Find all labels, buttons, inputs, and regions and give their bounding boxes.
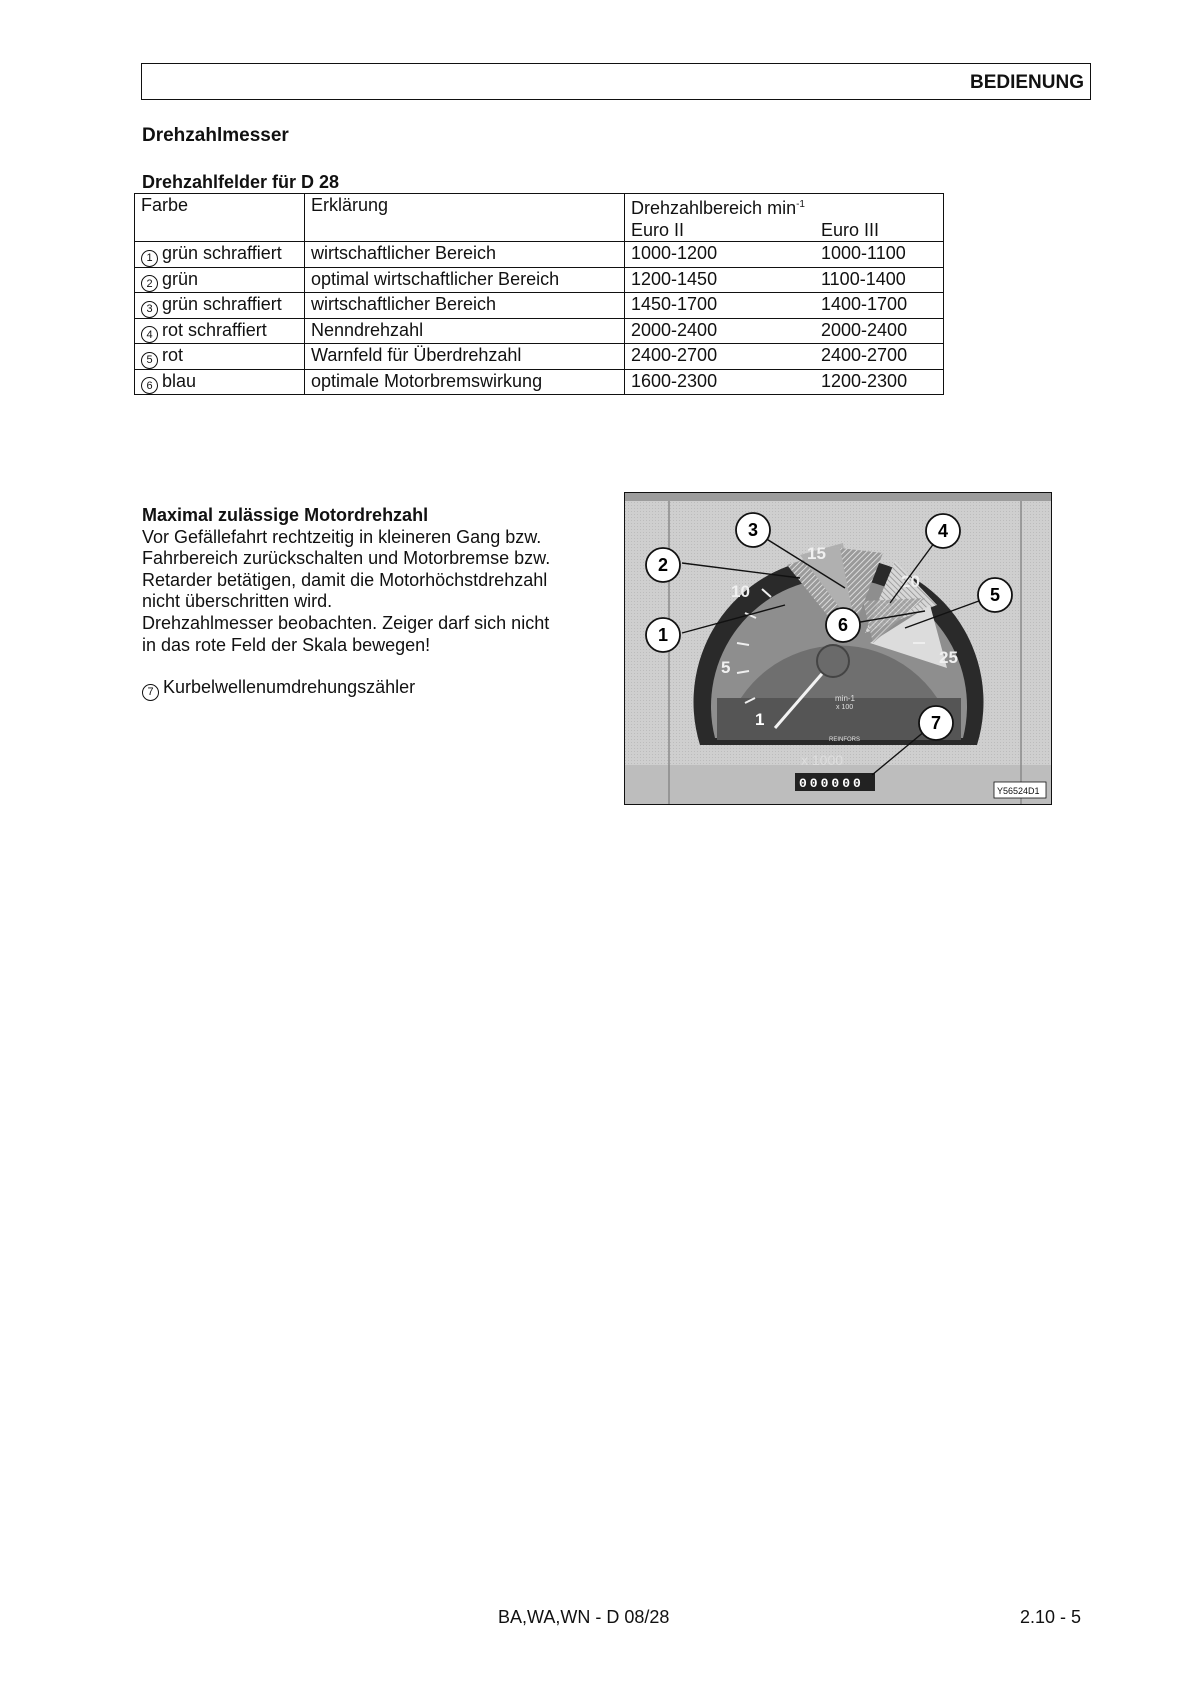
- row-farbe: [135, 267, 305, 293]
- callout-7: 7: [930, 713, 942, 733]
- table-row: [135, 242, 944, 268]
- row-euro3: 1000-1100: [821, 243, 906, 263]
- row-euro2: 1000-1200: [631, 243, 718, 263]
- row-euro3: 1400-1700: [821, 294, 908, 314]
- row-farbe: [135, 242, 305, 268]
- note-text: Kurbelwellenumdrehungszähler: [163, 677, 416, 698]
- row-euro3: 1100-1400: [821, 268, 906, 289]
- farbe-text: grün schraffiert: [162, 294, 282, 314]
- farbe-text: rot: [162, 345, 184, 365]
- scale-15: 15: [807, 544, 826, 563]
- row-erklaerung: optimale Motorbremswirkung: [305, 369, 625, 395]
- row-euro2: 1200-1450: [631, 268, 718, 289]
- callout-5: 5: [989, 585, 1001, 605]
- table-row: [135, 344, 944, 370]
- header-euro2: Euro II: [631, 220, 685, 240]
- row-bereich: [625, 267, 944, 293]
- num-circle: 5: [141, 352, 158, 369]
- footer-doc-id: BA,WA,WN - D 08/28: [498, 1607, 670, 1627]
- panel-top-strip: [625, 493, 1052, 501]
- scale-20: 20: [901, 572, 920, 591]
- table-row: [135, 293, 944, 319]
- tachometer-figure: [624, 492, 1052, 805]
- page-title: Drehzahlmesser: [142, 125, 289, 146]
- row-euro3: 1200-2300: [821, 370, 908, 391]
- num-circle: 1: [141, 250, 158, 267]
- row-bereich: [625, 369, 944, 395]
- text-line: Vor Gefällefahrt rechtzeitig in kleineren Gang bzw.: [142, 526, 542, 547]
- unit-factor: x 100: [836, 704, 854, 711]
- text-line: Drehzahlmesser beobachten. Zeiger darf sich nicht: [142, 612, 550, 633]
- row-erklaerung: wirtschaftlicher Bereich: [305, 242, 625, 268]
- table-row: [135, 267, 944, 293]
- note-line: [142, 677, 612, 701]
- scale-10: 10: [731, 582, 750, 601]
- unit-label: min-1: [835, 694, 856, 703]
- callout-2: 2: [657, 555, 669, 575]
- num-circle: 2: [141, 275, 158, 292]
- row-farbe: [135, 344, 305, 370]
- scale-25: 25: [939, 648, 958, 667]
- header-euro3: Euro III: [821, 220, 880, 240]
- footer-page-number: 2.10 - 5: [1020, 1607, 1082, 1627]
- row-bereich: [625, 242, 944, 268]
- table-header-row: [135, 194, 944, 242]
- row-bereich: [625, 344, 944, 370]
- row-euro2: 2000-2400: [631, 319, 718, 340]
- header-bereich-sup: -1: [796, 199, 805, 210]
- table-row: [135, 318, 944, 344]
- row-erklaerung: Warnfeld für Überdrehzahl: [305, 344, 625, 370]
- num-circle: 7: [142, 684, 159, 701]
- needle-hub: [817, 645, 849, 677]
- section2-title: Maximal zulässige Motordrehzahl: [142, 505, 429, 525]
- row-euro2: 2400-2700: [631, 345, 718, 365]
- row-farbe: [135, 293, 305, 319]
- tachometer-illustration: [625, 493, 1052, 805]
- row-erklaerung: wirtschaftlicher Bereich: [305, 293, 625, 319]
- counter-digits: 000000: [799, 776, 864, 791]
- header-box: [141, 63, 1091, 100]
- text-line: in das rote Feld der Skala bewegen!: [142, 634, 431, 655]
- row-farbe: [135, 369, 305, 395]
- image-id-text: Y56524D1: [997, 786, 1040, 796]
- text-line: nicht überschritten wird.: [142, 591, 333, 612]
- farbe-text: blau: [162, 370, 197, 391]
- scale-1: 1: [755, 710, 765, 729]
- callout-1: 1: [657, 625, 669, 645]
- header-bereich: [625, 194, 944, 242]
- row-euro2: 1600-2300: [631, 370, 718, 391]
- row-euro3: 2000-2400: [821, 319, 908, 340]
- section-label: BEDIENUNG: [969, 72, 1084, 93]
- row-euro2: 1450-1700: [631, 294, 718, 314]
- scale-5: 5: [721, 658, 731, 677]
- text-line: Fahrbereich zurückschalten und Motorbremse bzw.: [142, 548, 551, 569]
- row-bereich: [625, 293, 944, 319]
- counter-caption: x 1000: [801, 752, 844, 768]
- text-line: Retarder betätigen, damit die Motorhöchstdrehzahl: [142, 569, 548, 590]
- brand-label: REINFORS: [829, 737, 861, 743]
- farbe-text: grün schraffiert: [162, 243, 282, 263]
- num-circle: 4: [141, 326, 158, 343]
- callout-6: 6: [837, 615, 849, 635]
- table-row: [135, 369, 944, 395]
- farbe-text: rot schraffiert: [162, 319, 267, 340]
- header-farbe: Farbe: [135, 194, 305, 242]
- farbe-text: grün: [162, 268, 199, 289]
- table-caption: Drehzahlfelder für D 28: [142, 172, 340, 192]
- header-bereich-label: Drehzahlbereich min: [631, 198, 797, 218]
- rpm-table: [134, 193, 944, 395]
- row-euro3: 2400-2700: [821, 345, 908, 365]
- header-erklaerung: Erklärung: [305, 194, 625, 242]
- row-erklaerung: optimal wirtschaftlicher Bereich: [305, 267, 625, 293]
- num-circle: 3: [141, 301, 158, 318]
- row-bereich: [625, 318, 944, 344]
- callout-3: 3: [747, 520, 759, 540]
- row-erklaerung: Nenndrehzahl: [305, 318, 625, 344]
- section2-paragraph: [142, 505, 612, 701]
- row-farbe: [135, 318, 305, 344]
- num-circle: 6: [141, 377, 158, 394]
- callout-4: 4: [937, 521, 949, 541]
